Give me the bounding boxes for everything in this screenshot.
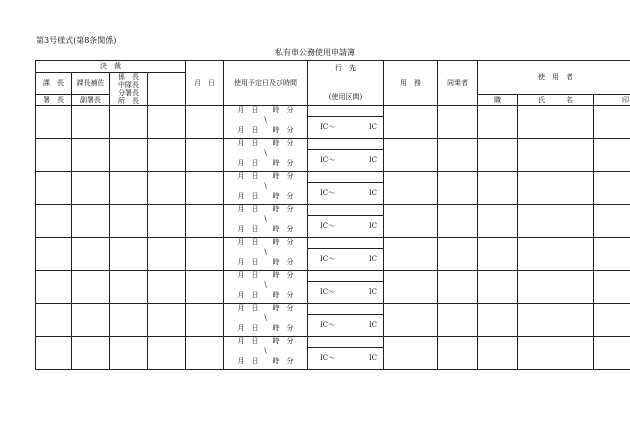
- datetime-separator: \: [264, 182, 267, 190]
- position-cell[interactable]: [478, 337, 518, 370]
- destination-cell[interactable]: [308, 139, 384, 172]
- destination-block: [308, 271, 383, 303]
- approval-cell-section-chief[interactable]: [36, 337, 72, 370]
- destination-block: [308, 238, 383, 270]
- passenger-cell[interactable]: [438, 106, 478, 139]
- seal-header: 印: [594, 95, 630, 106]
- destination-divider: [308, 215, 383, 216]
- form-number: 第3号様式(第8条関係): [36, 36, 117, 45]
- datetime-separator: \: [264, 215, 267, 223]
- purpose-cell[interactable]: [384, 172, 438, 205]
- approval-cell-section-chief[interactable]: [36, 172, 72, 205]
- ic-from-label: IC〜: [320, 255, 336, 263]
- month-day-cell[interactable]: [186, 172, 224, 205]
- name-cell[interactable]: [518, 139, 594, 172]
- month-day-cell[interactable]: [186, 337, 224, 370]
- datetime-cell[interactable]: [224, 271, 308, 304]
- datetime-block: [224, 271, 307, 303]
- ic-from-label: IC〜: [320, 288, 336, 296]
- ic-to-label: IC: [368, 288, 377, 296]
- destination-block: [308, 106, 383, 138]
- datetime-start: 月 日 時 分: [237, 271, 294, 279]
- name-cell[interactable]: [518, 106, 594, 139]
- month-day-cell[interactable]: [186, 271, 224, 304]
- purpose-cell[interactable]: [384, 304, 438, 337]
- ic-from-label: IC〜: [320, 189, 336, 197]
- datetime-cell[interactable]: [224, 172, 308, 205]
- table-row: [36, 139, 630, 172]
- passenger-cell[interactable]: [438, 337, 478, 370]
- office-chief-header: 署 長: [36, 95, 72, 106]
- approval-cell-deputy-chief[interactable]: [72, 205, 110, 238]
- name-header: 氏 名: [518, 95, 594, 106]
- destination-divider: [308, 347, 383, 348]
- name-cell[interactable]: [518, 238, 594, 271]
- name-cell[interactable]: [518, 271, 594, 304]
- form-title: 私有車公務使用申請簿: [275, 48, 355, 57]
- datetime-cell[interactable]: [224, 106, 308, 139]
- datetime-end: 月 日 時 分: [237, 291, 294, 299]
- approval-cell-section-chief[interactable]: [36, 205, 72, 238]
- name-cell[interactable]: [518, 172, 594, 205]
- approval-cell-section-chief[interactable]: [36, 139, 72, 172]
- table-row: [36, 304, 630, 337]
- table-row: [36, 205, 630, 238]
- destination-cell[interactable]: [308, 238, 384, 271]
- approval-cell-chief[interactable]: [110, 205, 148, 238]
- ic-to-label: IC: [368, 354, 377, 362]
- ic-to-label: IC: [368, 156, 377, 164]
- datetime-cell[interactable]: [224, 238, 308, 271]
- chief-stack-item: 係 長: [118, 73, 139, 81]
- datetime-start: 月 日 時 分: [237, 238, 294, 246]
- position-cell[interactable]: [478, 238, 518, 271]
- approval-cell-extra[interactable]: [148, 139, 186, 172]
- month-day-header: 月 日: [186, 61, 224, 106]
- month-day-cell[interactable]: [186, 106, 224, 139]
- destination-block: [308, 172, 383, 204]
- datetime-end: 月 日 時 分: [237, 225, 294, 233]
- passenger-header: 同乗者: [438, 61, 478, 106]
- ic-from-label: IC〜: [320, 321, 336, 329]
- datetime-cell[interactable]: [224, 337, 308, 370]
- datetime-end: 月 日 時 分: [237, 324, 294, 332]
- chief-stack-item: 所 長: [118, 97, 139, 105]
- position-cell[interactable]: [478, 271, 518, 304]
- ic-to-label: IC: [368, 123, 377, 131]
- position-cell[interactable]: [478, 106, 518, 139]
- destination-divider: [308, 248, 383, 249]
- blank-approval-header: [148, 73, 186, 106]
- datetime-block: [224, 304, 307, 336]
- table-row: [36, 271, 630, 304]
- deputy-chief-header: 課長補佐: [72, 73, 110, 95]
- approval-cell-chief[interactable]: [110, 304, 148, 337]
- seal-cell[interactable]: [594, 304, 630, 337]
- chief-stack-item: 分署長: [118, 89, 139, 97]
- destination-cell[interactable]: [308, 304, 384, 337]
- position-cell[interactable]: [478, 139, 518, 172]
- destination-divider: [308, 149, 383, 150]
- approval-cell-chief[interactable]: [110, 271, 148, 304]
- approval-cell-section-chief[interactable]: [36, 238, 72, 271]
- destination-divider: [308, 281, 383, 282]
- datetime-end: 月 日 時 分: [237, 192, 294, 200]
- ic-to-label: IC: [368, 222, 377, 230]
- destination-header: [308, 61, 384, 106]
- destination-block: [308, 139, 383, 171]
- ic-from-label: IC〜: [320, 222, 336, 230]
- destination-cell[interactable]: [308, 172, 384, 205]
- approval-cell-chief[interactable]: [110, 337, 148, 370]
- approval-cell-extra[interactable]: [148, 205, 186, 238]
- approval-cell-extra[interactable]: [148, 271, 186, 304]
- datetime-cell[interactable]: [224, 139, 308, 172]
- approval-cell-deputy-chief[interactable]: [72, 139, 110, 172]
- section-chief-header: 課 長: [36, 73, 72, 95]
- purpose-header: 用 務: [384, 61, 438, 106]
- seal-cell[interactable]: [594, 337, 630, 370]
- datetime-start: 月 日 時 分: [237, 139, 294, 147]
- datetime-end: 月 日 時 分: [237, 126, 294, 134]
- datetime-start: 月 日 時 分: [237, 172, 294, 180]
- purpose-cell[interactable]: [384, 139, 438, 172]
- approval-cell-chief[interactable]: [110, 172, 148, 205]
- purpose-cell[interactable]: [384, 205, 438, 238]
- datetime-block: [224, 172, 307, 204]
- approval-cell-extra[interactable]: [148, 172, 186, 205]
- scheduled-time-header: 使用予定日及び時間: [224, 61, 308, 106]
- datetime-cell[interactable]: [224, 304, 308, 337]
- approval-cell-extra[interactable]: [148, 337, 186, 370]
- seal-cell[interactable]: [594, 238, 630, 271]
- datetime-end: 月 日 時 分: [237, 357, 294, 365]
- purpose-cell[interactable]: [384, 271, 438, 304]
- destination-block: [308, 337, 383, 369]
- usage-section-label: (使用区間): [328, 93, 363, 101]
- passenger-cell[interactable]: [438, 205, 478, 238]
- name-cell[interactable]: [518, 304, 594, 337]
- approval-cell-deputy-chief[interactable]: [72, 304, 110, 337]
- position-cell[interactable]: [478, 304, 518, 337]
- chief-stack-item: 中隊長: [118, 81, 139, 89]
- table-row: [36, 337, 630, 370]
- datetime-separator: \: [264, 347, 267, 355]
- passenger-cell[interactable]: [438, 172, 478, 205]
- ic-from-label: IC〜: [320, 354, 336, 362]
- passenger-cell[interactable]: [438, 304, 478, 337]
- table-row: [36, 106, 630, 139]
- approval-cell-section-chief[interactable]: [36, 304, 72, 337]
- destination-cell[interactable]: [308, 106, 384, 139]
- destination-block: [308, 304, 383, 336]
- seal-cell[interactable]: [594, 106, 630, 139]
- chief-stack-header: [110, 73, 148, 106]
- datetime-separator: \: [264, 314, 267, 322]
- datetime-start: 月 日 時 分: [237, 205, 294, 213]
- approval-cell-deputy-chief[interactable]: [72, 106, 110, 139]
- datetime-separator: \: [264, 248, 267, 256]
- user-header: 使 用 者: [478, 61, 630, 95]
- position-header: 職: [478, 95, 518, 106]
- datetime-separator: \: [264, 149, 267, 157]
- seal-cell[interactable]: [594, 271, 630, 304]
- approval-cell-deputy-chief[interactable]: [72, 271, 110, 304]
- datetime-start: 月 日 時 分: [237, 106, 294, 114]
- datetime-cell[interactable]: [224, 205, 308, 238]
- destination-divider: [308, 314, 383, 315]
- destination-block: [308, 205, 383, 237]
- month-day-cell[interactable]: [186, 139, 224, 172]
- deputy-office-chief-header: 副署長: [72, 95, 110, 106]
- name-cell[interactable]: [518, 205, 594, 238]
- datetime-separator: \: [264, 281, 267, 289]
- passenger-cell[interactable]: [438, 139, 478, 172]
- datetime-end: 月 日 時 分: [237, 159, 294, 167]
- passenger-cell[interactable]: [438, 271, 478, 304]
- purpose-cell[interactable]: [384, 106, 438, 139]
- seal-cell[interactable]: [594, 139, 630, 172]
- destination-cell[interactable]: [308, 205, 384, 238]
- ic-from-label: IC〜: [320, 123, 336, 131]
- destination-label: 行 先: [335, 64, 356, 72]
- datetime-separator: \: [264, 116, 267, 124]
- ic-from-label: IC〜: [320, 156, 336, 164]
- destination-cell[interactable]: [308, 337, 384, 370]
- datetime-end: 月 日 時 分: [237, 258, 294, 266]
- approval-cell-deputy-chief[interactable]: [72, 172, 110, 205]
- ic-to-label: IC: [368, 189, 377, 197]
- approval-cell-chief[interactable]: [110, 139, 148, 172]
- purpose-cell[interactable]: [384, 238, 438, 271]
- datetime-start: 月 日 時 分: [237, 337, 294, 345]
- month-day-cell[interactable]: [186, 205, 224, 238]
- datetime-block: [224, 337, 307, 369]
- approval-cell-extra[interactable]: [148, 304, 186, 337]
- application-ledger: [35, 60, 630, 370]
- position-cell[interactable]: [478, 172, 518, 205]
- table-row: [36, 238, 630, 271]
- table-row: [36, 172, 630, 205]
- month-day-cell[interactable]: [186, 238, 224, 271]
- ic-to-label: IC: [368, 255, 377, 263]
- approval-header: 決 裁: [36, 61, 186, 73]
- destination-divider: [308, 116, 383, 117]
- purpose-cell[interactable]: [384, 337, 438, 370]
- month-day-cell[interactable]: [186, 304, 224, 337]
- position-cell[interactable]: [478, 205, 518, 238]
- approval-cell-section-chief[interactable]: [36, 106, 72, 139]
- passenger-cell[interactable]: [438, 238, 478, 271]
- approval-cell-deputy-chief[interactable]: [72, 238, 110, 271]
- datetime-block: [224, 139, 307, 171]
- name-cell[interactable]: [518, 337, 594, 370]
- seal-cell[interactable]: [594, 172, 630, 205]
- approval-cell-chief[interactable]: [110, 106, 148, 139]
- destination-divider: [308, 182, 383, 183]
- seal-cell[interactable]: [594, 205, 630, 238]
- approval-cell-chief[interactable]: [110, 238, 148, 271]
- approval-cell-extra[interactable]: [148, 238, 186, 271]
- datetime-block: [224, 205, 307, 237]
- approval-cell-deputy-chief[interactable]: [72, 337, 110, 370]
- destination-cell[interactable]: [308, 271, 384, 304]
- datetime-block: [224, 238, 307, 270]
- approval-cell-section-chief[interactable]: [36, 271, 72, 304]
- datetime-block: [224, 106, 307, 138]
- approval-cell-extra[interactable]: [148, 106, 186, 139]
- datetime-start: 月 日 時 分: [237, 304, 294, 312]
- ic-to-label: IC: [368, 321, 377, 329]
